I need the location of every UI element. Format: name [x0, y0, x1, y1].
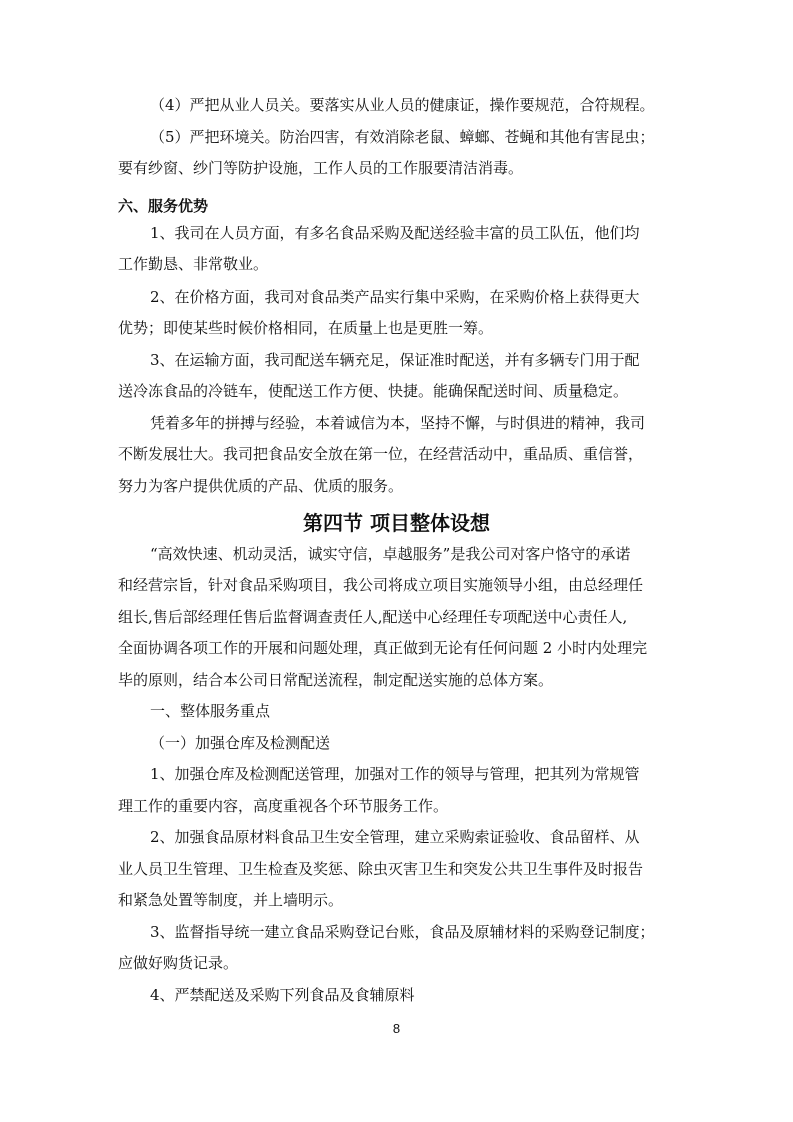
paragraph-line: 4、严禁配送及采购下列食品及食辅原料	[150, 986, 415, 1004]
paragraph-line: （5）严把环境关。防治四害，有效消除老鼠、蟑螂、苍蝇和其他有害昆虫；	[150, 128, 655, 146]
paragraph-line: 理工作的重要内容，高度重视各个环节服务工作。	[118, 797, 449, 815]
paragraph-line: 优势；即使某些时候价格相同，在质量上也是更胜一筹。	[118, 319, 494, 337]
paragraph-line: 要有纱窗、纱门等防护设施，工作人员的工作服要清洁消毒。	[118, 159, 524, 177]
paragraph-line: 业人员卫生管理、卫生检查及奖惩、除虫灭害卫生和突发公共卫生事件及时报告	[118, 860, 644, 878]
paragraph-line: 应做好购货记录。	[118, 954, 239, 972]
paragraph-line: 组长,售后部经理任售后监督调查责任人,配送中心经理任专项配送中心责任人,	[118, 608, 628, 626]
paragraph-line: 努力为客户提供优质的产品、优质的服务。	[118, 477, 404, 495]
paragraph-line: 送冷冻食品的冷链车，使配送工作方便、快捷。能确保配送时间、质量稳定。	[118, 382, 629, 400]
paragraph-line: （4）严把从业人员关。要落实从业人员的健康证，操作要规范，合符规程。	[150, 96, 655, 114]
paragraph-line: 工作勤恳、非常敬业。	[118, 255, 269, 273]
paragraph-line: 毕的原则，结合本公司日常配送流程，制定配送实施的总体方案。	[118, 671, 554, 689]
paragraph-line: 3、在运输方面，我司配送车辆充足，保证准时配送，并有多辆专门用于配	[150, 351, 640, 369]
paragraph-line: 3、监督指导统一建立食品采购登记台账，食品及原辅材料的采购登记制度；	[150, 923, 655, 941]
section-title: 第四节 项目整体设想	[303, 511, 490, 535]
paragraph-line: 和紧急处置等制度，并上墙明示。	[118, 891, 344, 909]
paragraph-line: 凭着多年的拼搏与经验，本着诚信为本，坚持不懈，与时俱进的精神，我司	[150, 414, 646, 432]
paragraph-line: 一、整体服务重点	[150, 702, 271, 720]
paragraph-line: 不断发展壮大。我司把食品安全放在第一位，在经营活动中，重品质、重信誉，	[118, 445, 644, 463]
paragraph-line: “高效快速、机动灵活，诚实守信，卓越服务”是我公司对客户恪守的承诺	[150, 545, 631, 563]
paragraph-line: 1、加强仓库及检测配送管理，加强对工作的领导与管理，把其列为常规管	[150, 765, 640, 783]
section-heading: 六、服务优势	[118, 197, 209, 215]
paragraph-line: 2、加强食品原材料食品卫生安全管理，建立采购索证验收、食品留样、从	[150, 828, 640, 846]
page-number: 8	[392, 1021, 401, 1036]
paragraph-line: 2、在价格方面，我司对食品类产品实行集中采购，在采购价格上获得更大	[150, 288, 640, 306]
paragraph-line: 1、我司在人员方面，有多名食品采购及配送经验丰富的员工队伍，他们均	[150, 224, 640, 242]
paragraph-line: 和经营宗旨，针对食品采购项目，我公司将成立项目实施领导小组，由总经理任	[118, 576, 644, 594]
paragraph-line: 全面协调各项工作的开展和问题处理，真正做到无论有任何问题 2 小时内处理完	[118, 639, 648, 657]
paragraph-line: （一）加强仓库及检测配送	[150, 734, 331, 752]
